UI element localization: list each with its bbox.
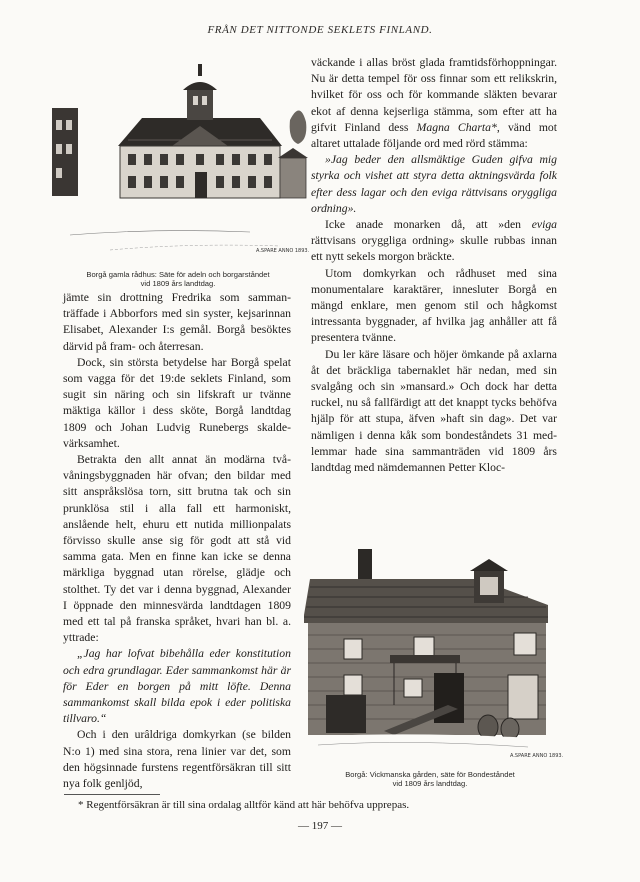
magna-charta: Magna Charta* — [416, 120, 497, 134]
oath-quote: »Jag beder den allsmäktige Guden gifva mig styrka och vishet att styra detta aktningsvärda folk efter dess lagar och den eviga rättvisans oryggliga ordning». — [311, 153, 557, 215]
right-p1-text: väckande i allas bröst glada framtidsförhoppningar. Nu är detta tempel för oss finnar som ett relikskrin, hvilket för oss och för kommande släkten bevarar ekot af denna kejserliga stämma, som efter att ha gifvit Finland dess — [311, 56, 557, 134]
running-header: FRÅN DET NITTONDE SEKLETS FINLAND. — [207, 24, 433, 36]
left-paragraph-3: Betrakta den allt annat än modärna tvåvåningsbyggnaden här ofvan; den bildar med sitt anspråkslösa torn, sitt brutna tak och sin prunklösa stil i alla fall ett harmoniskt, anslående helt, ehuru ett nutida millionpalats förvisso skulle anse sig för godt att stå vid samma gata. Men en finne kan icke se denna märkliga byggnad utan rörelse, glädje och stolthet. Ty det var i denna byggnad, Alexander I öppnade den minnesvärda landtdagen 1809 med ett tal på franska språket, hvari han bl. a. yttrade: — [63, 453, 291, 645]
right-paragraph-3: Utom domkyrkan och rådhuset med sina monumentalare karaktärer, innesluter Borgå en mängd enklare, men genom stil och hågkomst intressanta byggnader, af hvilka jag anhåller att få presentera tvänne. — [311, 266, 557, 345]
eviga-word: eviga — [531, 218, 558, 232]
figure-caption-bottom — [312, 770, 548, 788]
right-paragraph-1 — [311, 55, 557, 152]
caption-bottom-line1: Borgå: Vickmanska gården, säte för Bondeståndet — [345, 770, 515, 779]
vickmanska-illustration — [298, 545, 564, 767]
right-p2-end: rättvisans oryggliga ordning» skulle rubbas innan ett nytt sekels morgon bräckte. — [311, 234, 557, 264]
right-paragraph-2 — [311, 217, 557, 266]
left-paragraph-1: jämte sin drottning Fredrika som sammanträffade i Abborfors med sin syster, kejsarinnan Elisabet, Alexander I:s gemål. Borgå besöktes därvid på fram- och återresan. — [63, 291, 291, 353]
figure-vickmanska-garden — [298, 545, 564, 767]
caption-top-line2: vid 1809 års landtdag. — [140, 279, 216, 288]
left-text-column — [63, 290, 291, 792]
right-paragraph-4: Du ler käre läsare och höjer ömkande på axlarna åt det bräckliga tabernaklet här nedan, med sin svalgång och sin »mansard.» Och dock har detta ruckel, nu så fallfärdigt att det knappt tycks behöfva hjälp för att stupa, äfven »haft sin dag». Det var nämligen i denna kåk som bondeståndets 31 medlemmar hade sina sammanträden vid 1809 års landtdag med nämdemannen Petter Kloc- — [311, 347, 557, 475]
caption-top-line1: Borgå gamla rådhus: Säte för adeln och borgarståndet — [86, 270, 270, 279]
figure-caption-top — [52, 270, 304, 288]
right-p2-start: Icke anade monarken då, att »den — [325, 218, 521, 232]
left-paragraph-2: Dock, sin största betydelse har Borgå spelat som vagga för det 19:de seklets Finland, som sugit sin näring och sin lifskraft ur tvänne mäktiga källor i dess sköte, Borgå landtdag 1809 och Johan Ludvig Runebergs skaldevärksamhet. — [63, 355, 291, 450]
page-number: — 197 — — [298, 820, 342, 832]
top-figure-signature: A.SPARE ANNO 1893. — [256, 248, 310, 254]
alexander-quote: „Jag har lofvat bibehålla eder konstitution och edra grundlagar. Eder sammankomst här är för Eder en borgen på mitt löfte. Denna sammankomst skall bilda epok i eder politiska tillvaro.“ — [63, 647, 291, 726]
caption-bottom-line2: vid 1809 års landtdag. — [392, 779, 468, 788]
town-hall-illustration — [50, 60, 308, 265]
right-text-column — [311, 55, 557, 476]
bottom-figure-signature: A.SPARE ANNO 1893. — [510, 753, 564, 759]
left-paragraph-4: Och i den urâldriga domkyrkan (se bilden N:o 1) med sina stora, rena linier var det, som den högsinnade furstens regentförsäkran till sitt nya folk genljöd, — [63, 728, 291, 791]
right-p1-end: , vänd mot altaret uttalade följande ord med rörd stämma: — [311, 120, 558, 151]
footnote: * Regentförsäkran är till sina ordalag alltför känd att här behöfva upprepas. — [78, 799, 410, 811]
footnote-divider — [64, 794, 160, 795]
figure-town-hall — [50, 60, 308, 265]
